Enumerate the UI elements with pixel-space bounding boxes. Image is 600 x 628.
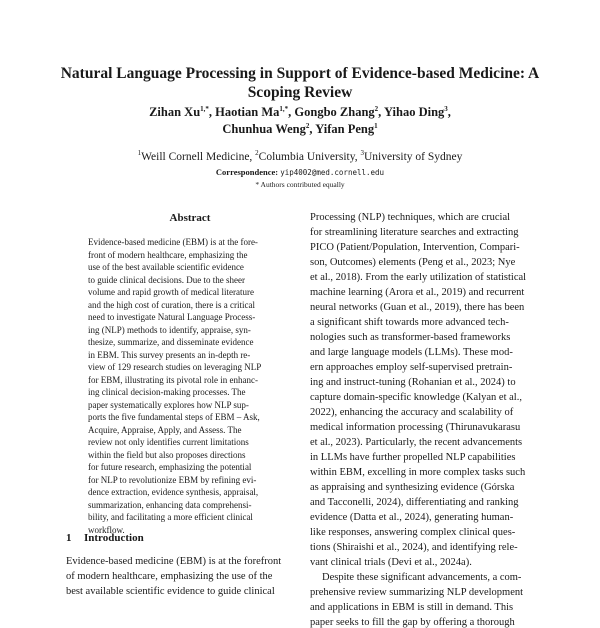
affil-name: University of Sydney <box>363 151 463 163</box>
intro-line: best available scientific evidence to guide clinical <box>66 586 275 597</box>
body-line: 2022), enhancing the accuracy and scalability of <box>310 407 514 418</box>
author-affil-mark: 3 <box>444 104 448 113</box>
body-line: vant clinical trials (Devi et al., 2024a). <box>310 557 472 568</box>
body-line: evidence (Datta et al., 2024), generating human- <box>310 512 514 523</box>
author-name: Yifan Peng <box>315 122 375 136</box>
abstract-line: volume and rapid growth of medical literature <box>88 287 254 297</box>
author-name: Yihao Ding <box>383 105 445 119</box>
body-line: PICO (Patient/Population, Intervention, Compari- <box>310 242 520 253</box>
body-line: for streamlining literature searches and extracting <box>310 227 519 238</box>
body-line: son, Outcomes) elements (Peng et al., 2023; Nye <box>310 257 516 268</box>
body-line: et al., 2023). Particularly, the recent advancements <box>310 437 523 448</box>
body-line: a significant shift towards more advanced tech- <box>310 317 509 328</box>
abstract-line: workflow. <box>88 524 125 535</box>
abstract-line: for future research, emphasizing the potential <box>88 462 252 472</box>
body-line: medical information processing (Thirunavukarasu <box>310 422 521 433</box>
author-affil-mark: 1,* <box>200 104 209 113</box>
author-affil-mark: 1,* <box>279 104 289 113</box>
abstract-line: bility, and facilitating a more efficient clinical <box>88 512 253 522</box>
affil-mark: 1 <box>137 149 142 158</box>
equal-contribution-note: * Authors contributed equally <box>255 180 345 189</box>
correspondence-label: Correspondence: <box>215 167 279 177</box>
abstract-line: ports the five fundamental steps of EBM – Ask, <box>88 412 260 422</box>
title-line: Natural Language Processing in Support of Evidence-based Medicine: A <box>60 65 540 82</box>
section-title: Introduction <box>84 532 144 544</box>
author-line: Chunhua Weng$^2$, Yifan Peng$^1$ <box>222 121 378 136</box>
author-name: Chunhua Weng <box>222 122 306 136</box>
intro-line: Evidence-based medicine (EBM) is at the forefront <box>66 556 282 567</box>
abstract-line: summarization, enhancing data comprehensi- <box>88 499 252 510</box>
affil-mark: 3 <box>360 149 364 158</box>
body-line: like responses, answering complex clinical ques- <box>310 527 516 538</box>
body-line: and Tacconelli, 2024), differentiating and ranking <box>310 497 519 508</box>
body-line: machine learning (Arora et al., 2019) and recurrent <box>310 287 525 298</box>
abstract-line: review not only identifies current limitations <box>88 437 249 447</box>
body-line: paper seeks to fill the gap by offering a thorough <box>310 617 515 628</box>
body-line: ern approaches employ self-supervised pretrain- <box>310 362 513 373</box>
abstract-line: ing (NLP) methods to identify, appraise, syn- <box>88 324 251 335</box>
abstract-line: for EBM, illustrating its pivotal role in enhanc- <box>88 374 258 385</box>
abstract-line: to guide clinical decisions. Due to the sheer <box>88 274 245 285</box>
abstract-line: paper systematically explores how NLP sup- <box>88 399 249 410</box>
abstract-line: Acquire, Appraise, Apply, and Assess. The <box>88 424 242 435</box>
title-line: Scoping Review <box>247 84 353 101</box>
abstract-line: within the field but also proposes directions <box>88 449 246 460</box>
abstract-line: Evidence-based medicine (EBM) is at the fore- <box>88 237 258 247</box>
body-line: within EBM, excelling in more complex tasks such <box>310 467 526 478</box>
abstract-line: need to investigate Natural Language Process- <box>88 312 256 322</box>
body-line: Processing (NLP) techniques, which are crucial <box>310 212 511 223</box>
abstract-heading: Abstract <box>169 212 211 224</box>
correspondence-email[interactable]: yip4002@med.cornell.edu <box>280 168 385 177</box>
author-line: Zihan $Xu^{1,*}$, Haotian $Ma^{1,*}$, Gongbo Zhang$^2$, Yihao Ding$^3$, <box>149 104 451 119</box>
abstract-line: and the high cost of curation, there is a critical <box>88 299 255 310</box>
body-line: and applications in EBM is still in demand. This <box>310 602 514 613</box>
abstract-line: view of 129 research studies on leveraging NLP <box>88 362 262 372</box>
body-line: as appraising and synthesizing evidence (Górska <box>310 482 515 493</box>
paper-title <box>60 64 540 102</box>
author-name: Haotian Ma <box>215 105 280 119</box>
abstract-line: use of the best available scientific evidence <box>88 262 244 272</box>
abstract-line: for NLP to revolutionize EBM by refining evi- <box>88 474 257 485</box>
abstract-line: thesize, summarize, and disseminate evidence <box>88 337 254 347</box>
author-list <box>60 104 540 138</box>
abstract-line: ing clinical decision-making processes. The <box>88 387 246 397</box>
section-heading-introduction <box>66 532 144 544</box>
body-line: capture domain-specific knowledge (Kalyan et al., <box>310 392 522 403</box>
body-line: neural networks (Guan et al., 2019), there has been <box>310 302 525 313</box>
author-name: Gongbo Zhang <box>294 105 375 119</box>
body-line: et al., 2018). From the early utilization of statistical <box>310 272 527 283</box>
correspondence <box>60 166 540 179</box>
author-affil-mark: 2 <box>374 104 379 113</box>
abstract-line: in EBM. This survey presents an in-depth re- <box>88 349 251 360</box>
author-affil-mark: 1 <box>374 121 378 130</box>
body-line: tions (Shiraishi et al., 2024), and identifying rele- <box>310 542 518 553</box>
abstract-line: front of modern healthcare, emphasizing the <box>88 249 248 260</box>
body-line: ing and instruct-tuning (Rohanian et al., 2024) to <box>310 377 516 388</box>
affil-name: Columbia University, <box>258 151 361 163</box>
body-line: Despite these significant advancements, a com- <box>322 572 522 583</box>
body-line: nologies such as transformer-based frameworks <box>310 332 511 343</box>
author-name: Zihan Xu <box>149 105 201 119</box>
body-line: and large language models (LLMs). These mod- <box>310 347 513 358</box>
abstract-line: dence extraction, evidence synthesis, appraisal, <box>88 487 259 497</box>
body-line: in LLMs have further propelled NLP capabilities <box>310 452 516 463</box>
affil-mark: 2 <box>255 149 259 158</box>
section-number: 1 <box>66 532 72 544</box>
affil-name: Weill Cornell Medicine, <box>141 151 256 163</box>
affiliations <box>60 150 540 164</box>
author-affil-mark: 2 <box>305 121 310 130</box>
intro-line: of modern healthcare, emphasizing the use of the <box>66 571 273 582</box>
body-line: prehensive review summarizing NLP development <box>310 587 524 598</box>
